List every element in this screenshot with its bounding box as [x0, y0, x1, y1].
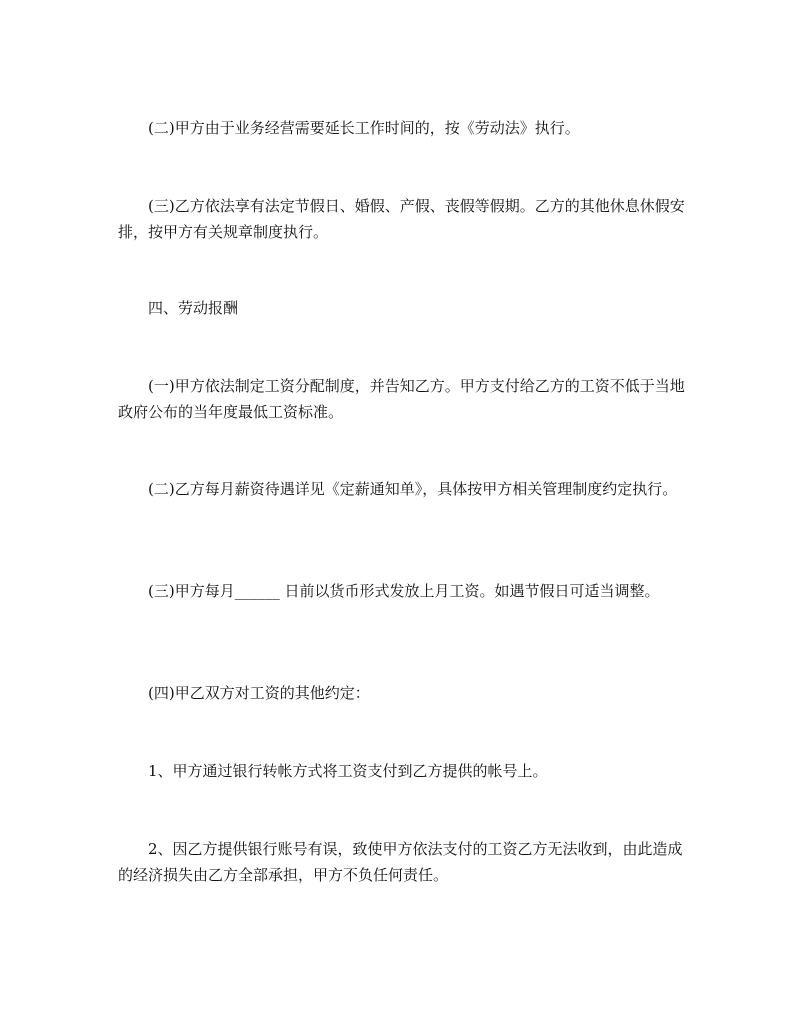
paragraph-salary-notice: (二)乙方每月薪资待遇详见《定薪通知单》，具体按甲方相关管理制度约定执行。 — [148, 480, 678, 498]
paragraph-payday: (三)甲方每月______ 日前以货币形式发放上月工资。如遇节假日可适当调整。 — [148, 582, 660, 600]
paragraph-wage-system: (一)甲方依法制定工资分配制度，并告知乙方。甲方支付给乙方的工资不低于当地政府公布的当年度最低工资标准。 — [118, 377, 685, 421]
paragraph-overtime: (二)甲方由于业务经营需要延长工作时间的，按《劳动法》执行。 — [148, 119, 580, 137]
paragraph-account-error: 2、因乙方提供银行账号有误，致使甲方依法支付的工资乙方无法收到，由此造成的经济损失由乙方全部承担，甲方不负任何责任。 — [118, 840, 683, 884]
paragraph-bank-transfer: 1、甲方通过银行转帐方式将工资支付到乙方提供的帐号上。 — [148, 762, 548, 780]
paragraph-other-agreements: (四)甲乙双方对工资的其他约定： — [148, 684, 370, 702]
paragraph-holidays: (三)乙方依法享有法定节假日、婚假、产假、丧假等假期。乙方的其他休息休假安排，按甲方有关规章制度执行。 — [118, 197, 685, 241]
section-heading-remuneration: 四、劳动报酬 — [148, 299, 239, 317]
